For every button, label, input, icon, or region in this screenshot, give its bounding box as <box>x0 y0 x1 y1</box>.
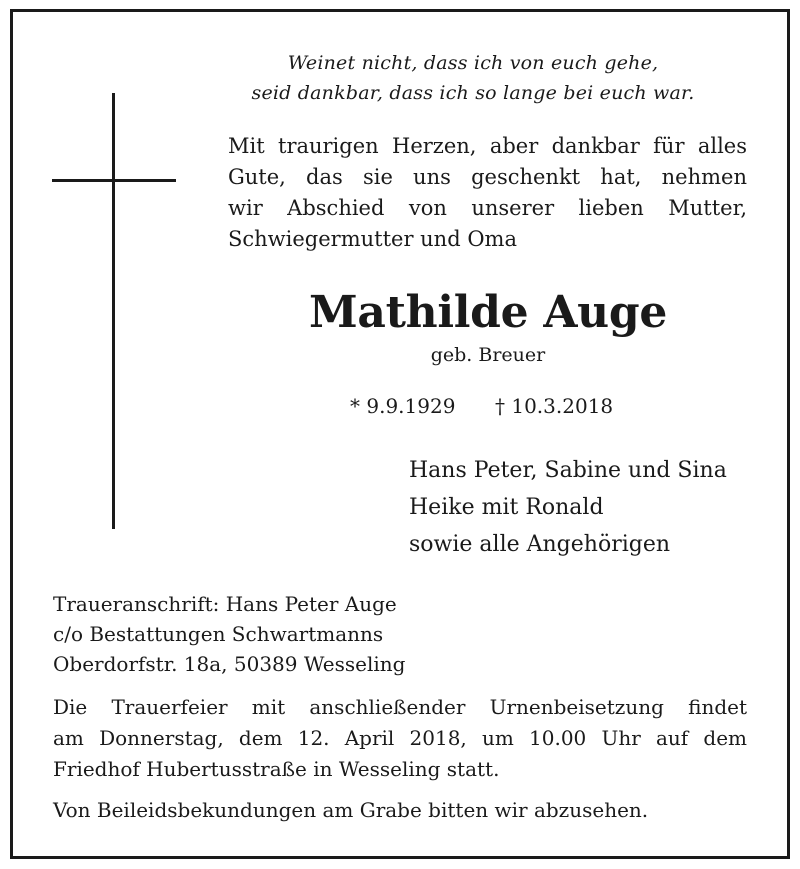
ceremony-line-3: Friedhof Hubertusstraße in Wesseling statt. <box>53 757 500 781</box>
ceremony-line-2: am Donnerstag, dem 12. April 2018, um 10.00 Uhr auf dem <box>53 726 747 750</box>
cross-icon <box>112 93 115 529</box>
closing-note: Von Beileidsbekundungen am Grabe bitten wir abzusehen. <box>53 798 649 822</box>
memorial-poem <box>230 48 716 108</box>
address-line-3: Oberdorfstr. 18a, 50389 Wesseling <box>53 652 406 676</box>
ceremony-line-1: Die Trauerfeier mit anschließender Urnenbeisetzung findet <box>53 695 747 719</box>
maiden-name: geb. Breuer <box>430 344 546 366</box>
birth-date: * 9.9.1929 <box>350 394 456 418</box>
address-line-1: Traueranschrift: Hans Peter Auge <box>53 592 397 616</box>
intro-line-3: wir Abschied von unserer lieben Mutter, <box>228 196 747 220</box>
funeral-details <box>53 692 747 785</box>
poem-line-1: Weinet nicht, dass ich von euch gehe, <box>287 52 659 74</box>
death-date: † 10.3.2018 <box>495 394 614 418</box>
mourning-address <box>53 589 405 679</box>
intro-line-1: Mit traurigen Herzen, aber dankbar für alles <box>228 134 747 158</box>
address-line-2: c/o Bestattungen Schwartmanns <box>53 622 384 646</box>
deceased-name: Mathilde Auge <box>308 287 668 338</box>
intro-line-2: Gute, das sie uns geschenkt hat, nehmen <box>228 165 747 189</box>
mourners-line-3: sowie alle Angehörigen <box>409 532 671 557</box>
intro-text <box>228 131 747 255</box>
intro-line-4: Schwiegermutter und Oma <box>228 227 517 251</box>
cross-icon-crossbar <box>52 179 176 182</box>
poem-line-2: seid dankbar, dass ich so lange bei euch war. <box>251 82 695 104</box>
mourners-list <box>409 452 727 563</box>
mourners-line-2: Heike mit Ronald <box>409 495 604 520</box>
mourners-line-1: Hans Peter, Sabine und Sina <box>409 458 727 483</box>
